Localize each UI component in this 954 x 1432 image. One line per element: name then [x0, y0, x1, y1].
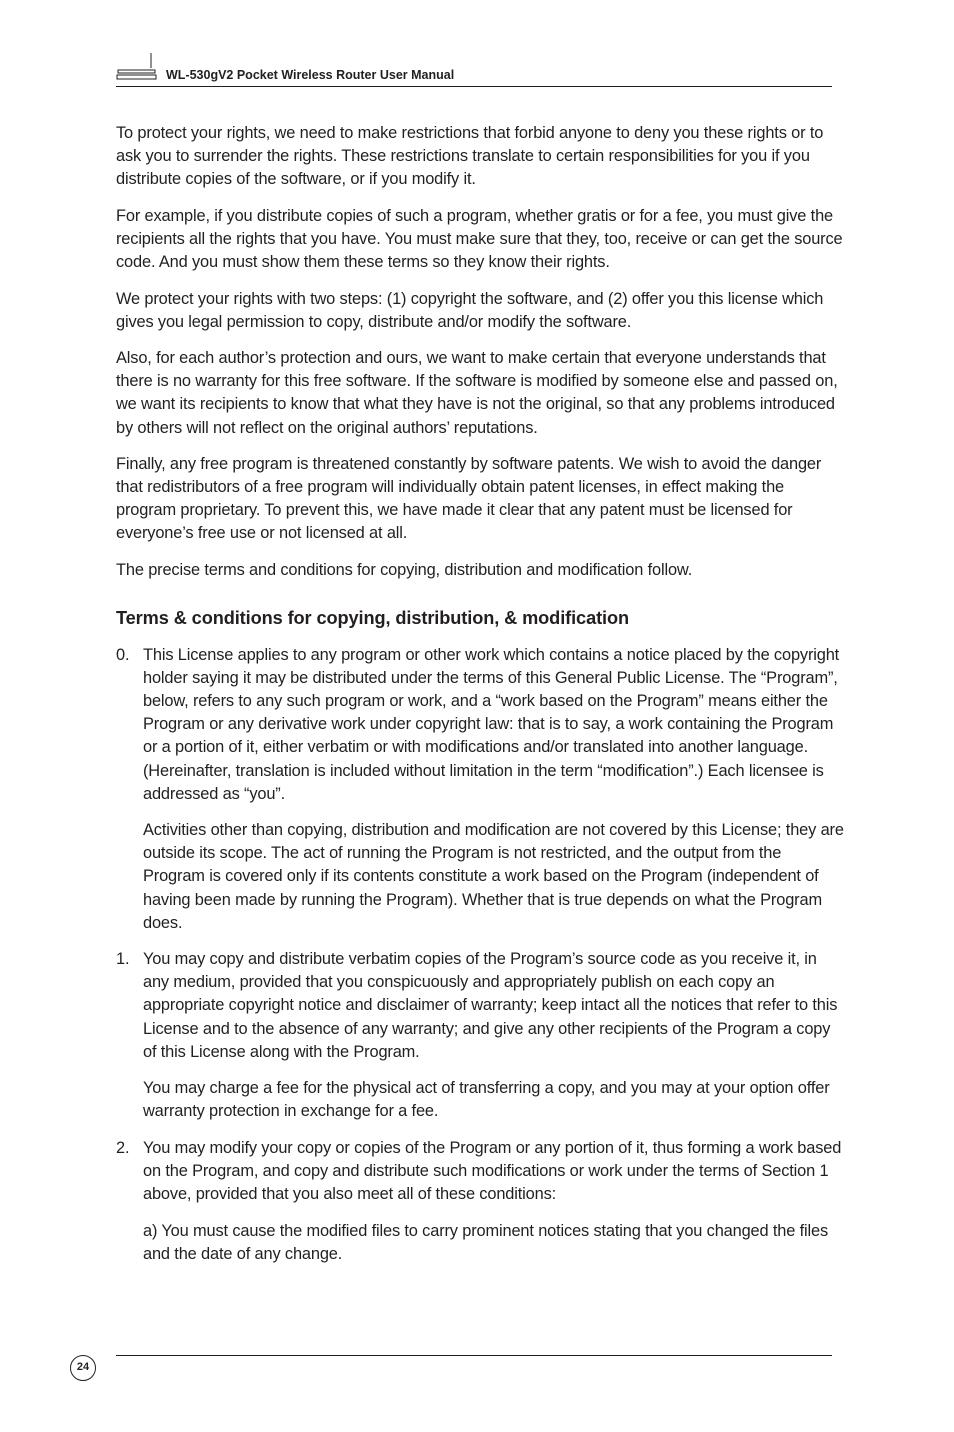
paragraph-patents: Finally, any free program is threatened constantly by software patents. We wish to avoid the danger that redistributors of a free program will individually obtain patent licenses, in effect making the program proprietary. To prevent this, we have made it clear that any patent must be licensed for everyone’s free use or not licensed at all. — [116, 455, 822, 543]
paragraph-terms-follow: The precise terms and conditions for copying, distribution and modification follow. — [116, 561, 693, 579]
item-subparagraph: Activities other than copying, distribution and modification are not covered by this License; they are outside its scope. The act of running the Program is not restricted, and the output from the Program is covered only if its contents constitute a work based on the Program (independent of having been made by running the Program). Whether that is true depends on what the Program does. — [143, 821, 844, 932]
router-icon — [116, 52, 158, 82]
section-heading: Terms & conditions for copying, distribution, & modification — [116, 608, 630, 629]
item-subparagraph: a) You must cause the modified files to carry prominent notices stating that you changed the files and the date of any change. — [143, 1221, 829, 1263]
item-number: 1. — [116, 950, 130, 969]
paragraph-warranty: Also, for each author’s protection and ours, we want to make certain that everyone understands that there is no warranty for this free software. If the software is modified by someone else and passed on, we want its recipients to know that what they have is not the original, so that any problems introduced by others will not reflect on the original authors’ reputations. — [116, 349, 838, 437]
item-text: You may copy and distribute verbatim copies of the Program’s source code as you receive it, in any medium, provided that you conspicuously and appropriately publish on each copy an appropriate copyright notice and disclaimer of warranty; keep intact all the notices that refer to this License and to the absence of any warranty; and give any other recipients of the Program a copy of this License along with the Program. — [143, 950, 838, 1061]
list-item — [116, 948, 846, 1063]
list-item — [116, 644, 846, 806]
item-text: This License applies to any program or other work which contains a notice placed by the copyright holder saying it may be distributed under the terms of this General Public License. The “Program”, below, refers to any such program or work, and a “work based on the Program” means either the Program or any derivative work under copyright law: that is to say, a work containing the Program or a portion of it, either verbatim or with modifications and/or translated into another language. (Hereinafter, translation is included without limitation in the term “modification”.) Each licensee is addressed as “you”. — [143, 646, 840, 803]
page-header — [116, 52, 832, 88]
paragraph-two-steps: We protect your rights with two steps: (1) copyright the software, and (2) offer you this license which gives you legal permission to copy, distribute and/or modify the software. — [116, 289, 824, 331]
page-content — [116, 122, 846, 1279]
item-text: You may modify your copy or copies of the Program or any portion of it, thus forming a work based on the Program, and copy and distribute such modifications or work under the terms of Section 1 above, provided that you also meet all of these conditions: — [143, 1138, 842, 1204]
paragraph-protect-rights: To protect your rights, we need to make restrictions that forbid anyone to deny you these rights or to ask you to surrender the rights. These restrictions translate to certain responsibilities for you if you distribute copies of the software, or if you modify it. — [116, 124, 824, 189]
item-number: 2. — [116, 1138, 130, 1157]
paragraph-example: For example, if you distribute copies of such a program, whether gratis or for a fee, you must give the recipients all the rights that you have. You must make sure that they, too, receive or can get the source code. And you must show them these terms so they know their rights. — [116, 206, 843, 271]
item-subparagraph: You may charge a fee for the physical act of transferring a copy, and you may at your option offer warranty protection in exchange for a fee. — [143, 1079, 830, 1121]
header-divider — [116, 86, 832, 87]
manual-title: WL-530gV2 Pocket Wireless Router User Manual — [166, 68, 455, 82]
item-number: 0. — [116, 646, 130, 665]
page-number-badge: 24 — [70, 1355, 96, 1381]
list-item — [116, 1137, 846, 1206]
footer-divider — [116, 1355, 832, 1356]
